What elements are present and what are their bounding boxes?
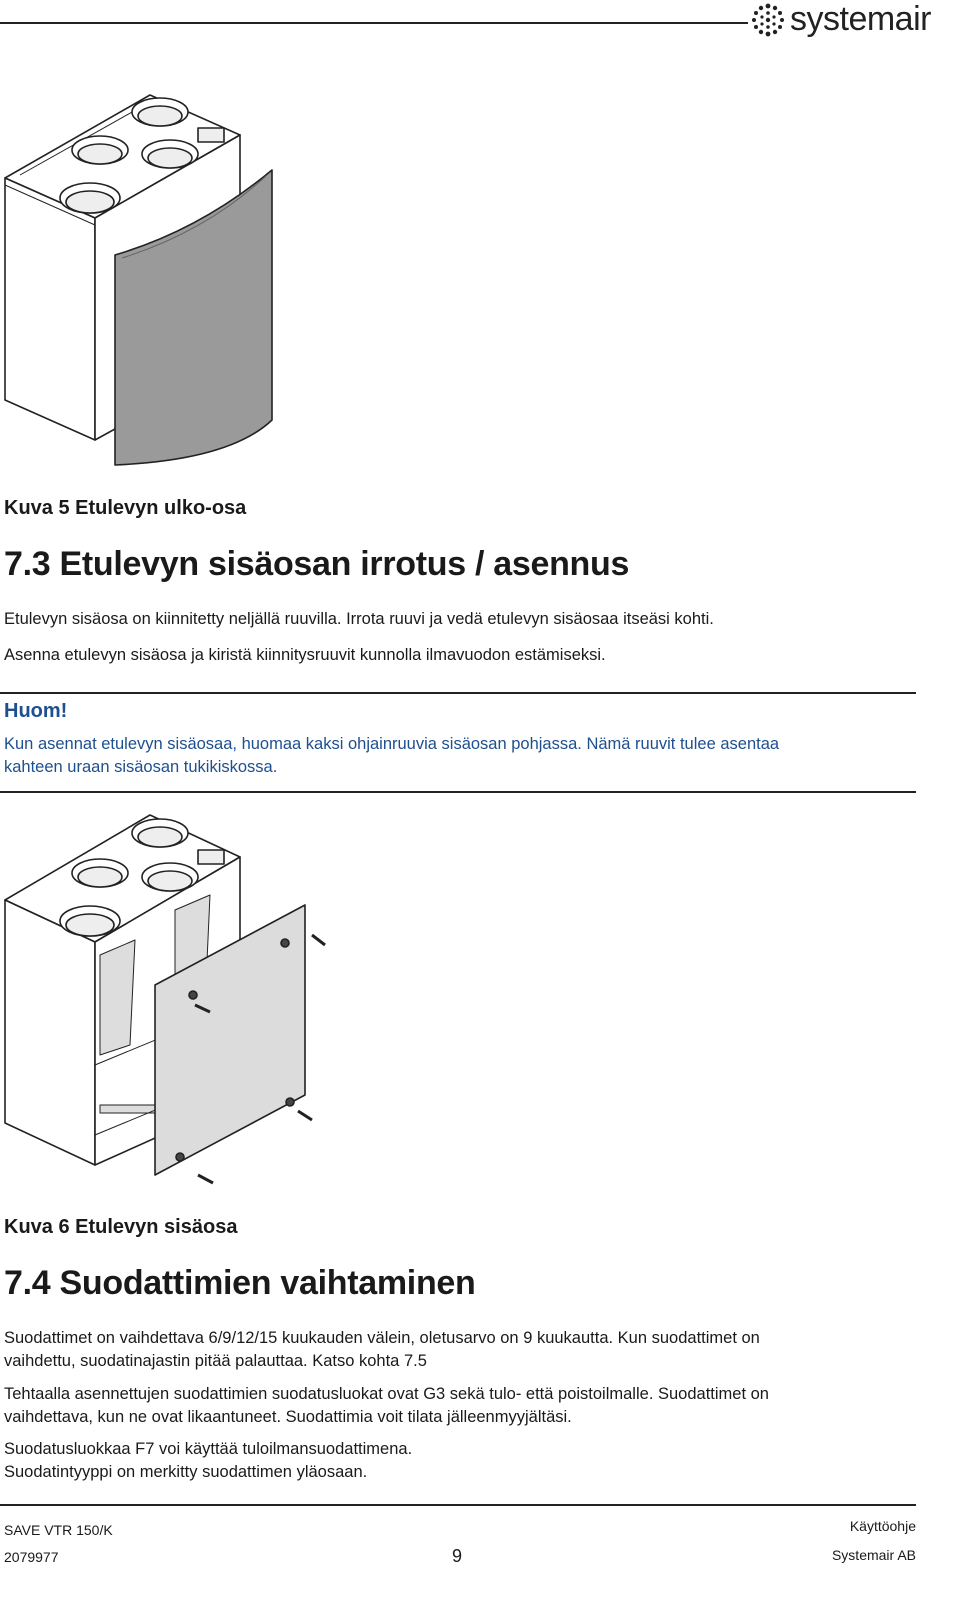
- section-7-4-heading: 7.4 Suodattimien vaihtaminen: [4, 1264, 476, 1302]
- note-text-line-1: Kun asennat etulevyn sisäosaa, huomaa kaksi ohjainruuvia sisäosan pohjassa. Nämä ruuvit tulee asentaa: [4, 735, 780, 753]
- note-text-line-2: kahteen uraan sisäosan tukikiskossa.: [4, 758, 278, 776]
- footer-page-number: 9: [452, 1546, 463, 1566]
- footer-model: SAVE VTR 150/K: [4, 1522, 113, 1538]
- figure-6-caption: Kuva 6 Etulevyn sisäosa: [4, 1216, 238, 1238]
- section-7-3-heading: 7.3 Etulevyn sisäosan irrotus / asennus: [4, 545, 630, 583]
- section-7-3-paragraph-1: Etulevyn sisäosa on kiinnitetty neljällä ruuvilla. Irrota ruuvi ja vedä etulevyn sisäosaa itseäsi kohti.: [4, 610, 714, 628]
- section-7-4-paragraph-3-line-1: Suodatusluokkaa F7 voi käyttää tuloilmansuodattimena.: [4, 1440, 413, 1458]
- footer-rule: [0, 1504, 916, 1506]
- header-rule: [0, 22, 748, 24]
- brand-wordmark: systemair: [790, 0, 931, 38]
- section-7-4-paragraph-1-line-2: vaihdettu, suodatinajastin pitää palauttaa. Katso kohta 7.5: [4, 1352, 427, 1370]
- section-7-3-paragraph-2: Asenna etulevyn sisäosa ja kiristä kiinnitysruuvit kunnolla ilmavuodon estämiseksi.: [4, 646, 606, 664]
- footer-company: Systemair AB: [831, 1547, 916, 1563]
- section-7-4-paragraph-2-line-2: vaihdettava, kun ne ovat likaantuneet. Suodattimia voit tilata jälleenmyyjältäsi.: [4, 1408, 572, 1426]
- systemair-logo-icon: [748, 0, 790, 40]
- section-7-4-paragraph-3-line-2: Suodatintyyppi on merkitty suodattimen yläosaan.: [4, 1463, 368, 1481]
- figure-6-illustration: [0, 805, 340, 1195]
- figure-5-illustration: [0, 80, 300, 470]
- section-7-4-paragraph-2-line-1: Tehtaalla asennettujen suodattimien suodatusluokat ovat G3 sekä tulo- että poistoilmalle. Suodattimet on: [4, 1385, 769, 1403]
- section-7-4-paragraph-1-line-1: Suodattimet on vaihdettava 6/9/12/15 kuukauden välein, oletusarvo on 9 kuukautta. Kun suodattimet on: [4, 1329, 760, 1347]
- note-top-rule: [0, 692, 916, 694]
- note-bottom-rule: [0, 791, 916, 793]
- note-title: Huom!: [4, 700, 68, 722]
- footer-doc-number: 2079977: [4, 1549, 59, 1565]
- footer-doc-type: Käyttöohje: [849, 1518, 916, 1534]
- figure-5-caption: Kuva 5 Etulevyn ulko-osa: [4, 497, 247, 519]
